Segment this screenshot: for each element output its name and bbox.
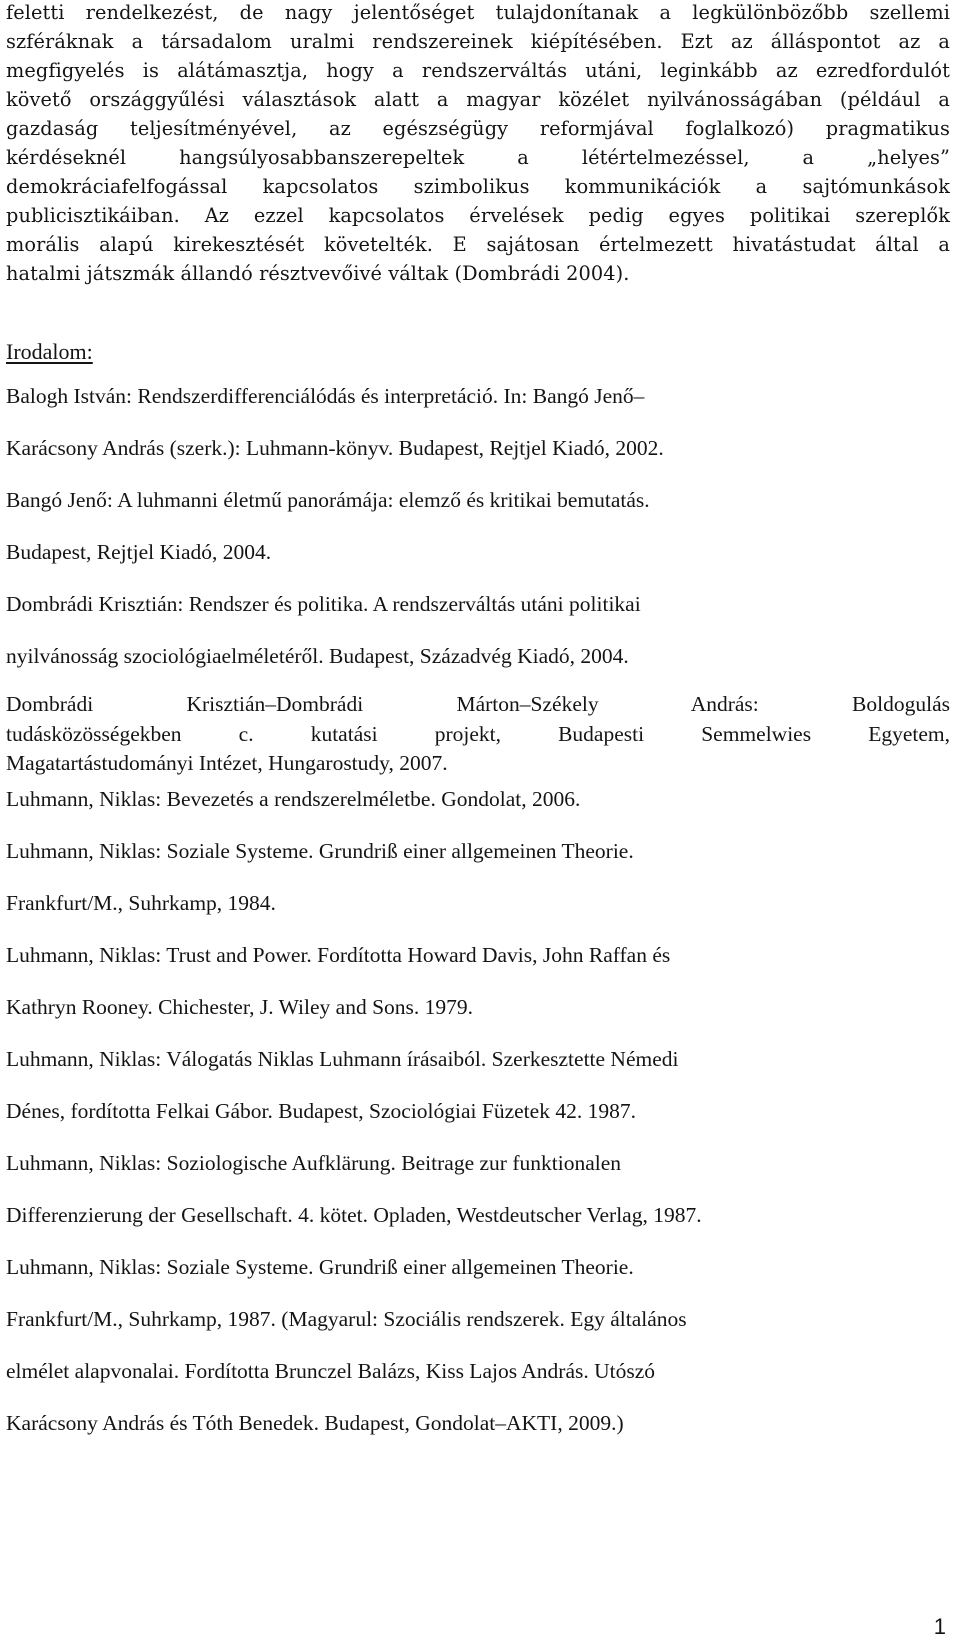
reference-line: Luhmann, Niklas: Bevezetés a rendszerelméletbe. Gondolat, 2006. <box>6 787 581 811</box>
paragraph-line: hatalmi játszmák állandó résztvevőivé váltak (Dombrádi 2004). <box>6 262 630 285</box>
paragraph-line: kérdéseknél hangsúlyosabbanszerepeltek a létértelmezéssel, a „helyes” <box>6 146 950 169</box>
reference-line: Bangó Jenő: A luhmanni életmű panorámája: elemző és kritikai bemutatás. <box>6 488 650 512</box>
reference-line: Frankfurt/M., Suhrkamp, 1984. <box>6 891 276 915</box>
reference-line: elmélet alapvonalai. Fordította Brunczel Balázs, Kiss Lajos András. Utószó <box>6 1359 656 1383</box>
reference-line: Luhmann, Niklas: Soziologische Aufklärung. Beitrage zur funktionalen <box>6 1151 621 1175</box>
reference-line: Frankfurt/M., Suhrkamp, 1987. (Magyarul: Szociális rendszerek. Egy általános <box>6 1307 687 1331</box>
reference-line: Kathryn Rooney. Chichester, J. Wiley and Sons. 1979. <box>6 995 474 1019</box>
paragraph-line: gazdaság teljesítményével, az egészségügy reformjával foglalkozó) pragmatikus <box>6 117 950 140</box>
paragraph-line: demokráciafelfogással kapcsolatos szimbolikus kommunikációk a sajtómunkások <box>6 175 950 198</box>
reference-line: Differenzierung der Gesellschaft. 4. kötet. Opladen, Westdeutscher Verlag, 1987. <box>6 1203 702 1227</box>
paragraph-line: követő országgyűlési választások alatt a magyar közélet nyilvánosságában (például a <box>6 88 950 111</box>
reference-line: nyilvánosság szociológiaelméletéről. Budapest, Századvég Kiadó, 2004. <box>6 644 629 668</box>
reference-line: Dombrádi Krisztián–Dombrádi Márton–Székely András: Boldogulás <box>6 692 950 716</box>
paragraph-line: szféráknak a társadalom uralmi rendszereinek kiépítésében. Ezt az álláspontot az a <box>6 30 950 53</box>
reference-line: Dombrádi Krisztián: Rendszer és politika. A rendszerváltás utáni politikai <box>6 592 641 616</box>
reference-line: Karácsony András és Tóth Benedek. Budapest, Gondolat–AKTI, 2009.) <box>6 1411 624 1435</box>
reference-line: Dénes, fordította Felkai Gábor. Budapest, Szociológiai Füzetek 42. 1987. <box>6 1099 636 1123</box>
reference-line: Luhmann, Niklas: Trust and Power. Fordította Howard Davis, John Raffan és <box>6 943 671 967</box>
body-paragraph <box>6 0 950 288</box>
paragraph-line: megfigyelés is alátámasztja, hogy a rendszerváltás utáni, leginkább az ezredfordulót <box>6 59 950 82</box>
reference-line: Karácsony András (szerk.): Luhmann-könyv. Budapest, Rejtjel Kiadó, 2002. <box>6 436 664 460</box>
reference-line: tudásközösségekben c. kutatási projekt, Budapesti Semmelwies Egyetem, <box>6 721 950 746</box>
reference-entry-justified <box>6 690 950 779</box>
reference-line: Budapest, Rejtjel Kiadó, 2004. <box>6 540 272 564</box>
reference-line: Luhmann, Niklas: Válogatás Niklas Luhmann írásaiból. Szerkesztette Némedi <box>6 1047 679 1071</box>
paragraph-line: feletti rendelkezést, de nagy jelentőséget tulajdonítanak a legkülönbözőbb szellemi <box>6 1 950 24</box>
references-heading: Irodalom: <box>6 339 93 364</box>
paragraph-line: publicisztikáiban. Az ezzel kapcsolatos érvelések pedig egyes politikai szereplők <box>6 204 950 227</box>
paragraph-line: morális alapú kirekesztését követelték. E sajátosan értelmezett hivatástudat által a <box>6 233 950 256</box>
reference-line: Luhmann, Niklas: Soziale Systeme. Grundriß einer allgemeinen Theorie. <box>6 839 634 863</box>
page-number: 1 <box>933 1614 946 1639</box>
reference-line: Luhmann, Niklas: Soziale Systeme. Grundriß einer allgemeinen Theorie. <box>6 1255 634 1279</box>
reference-line: Balogh István: Rendszerdifferenciálódás és interpretáció. In: Bangó Jenő– <box>6 384 645 408</box>
reference-line: Magatartástudományi Intézet, Hungarostudy, 2007. <box>6 751 448 775</box>
